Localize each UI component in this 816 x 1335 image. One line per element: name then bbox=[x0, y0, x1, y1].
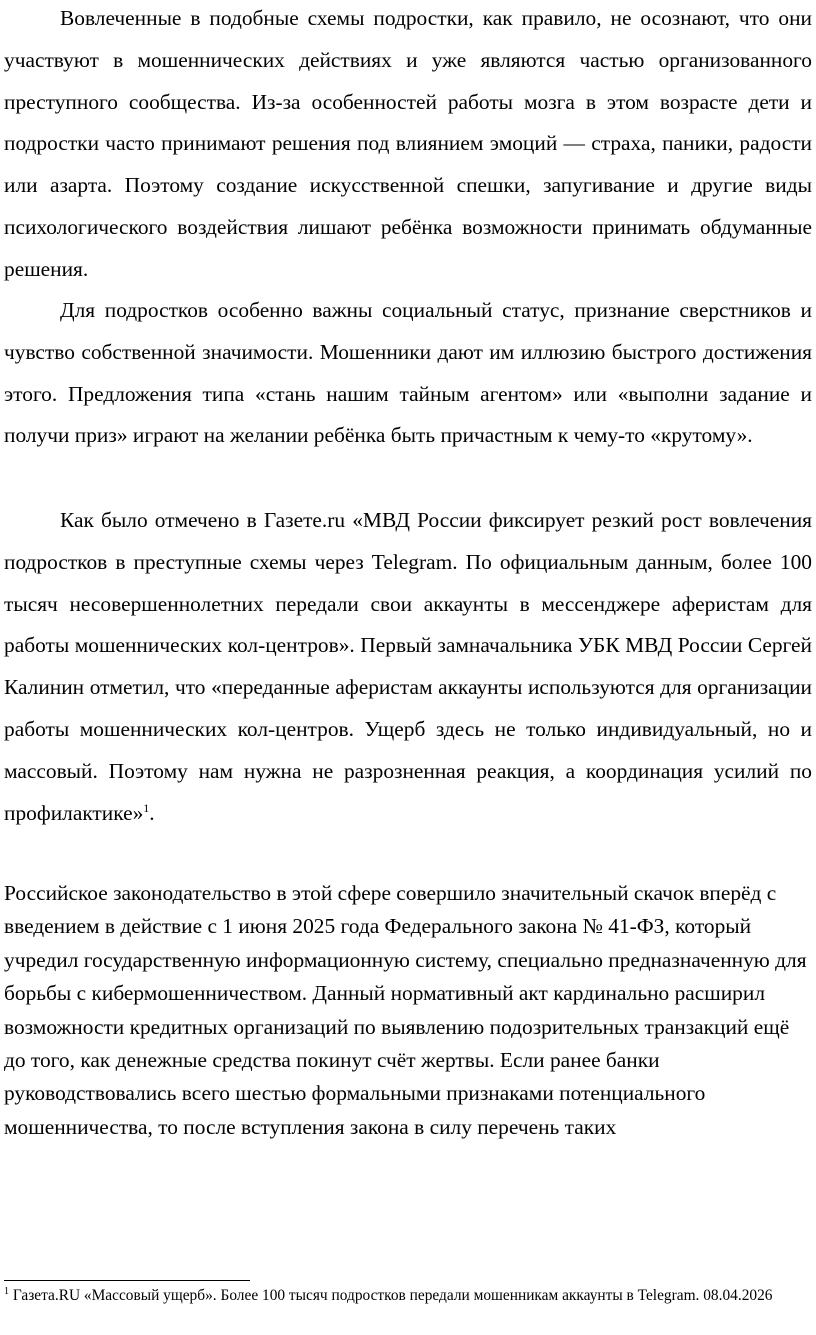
footnote-reference: 1 bbox=[143, 800, 150, 815]
paragraph-gazeta-quote-text: Как было отмечено в Газете.ru «МВД России фиксирует резкий рост вовлечения подростков в преступные схемы через Telegram. По официальным данным, более 100 тысяч несовершеннолетних передали свои аккаунты в мессенджере аферистам для работы мошеннических кол-центров». Первый замначальника УБК МВД России Сергей Калинин отметил, что «переданные аферистам аккаунты используются для организации работы мошеннических кол-центров. Ущерб здесь не только индивидуальный, но и массовый. Поэтому нам нужна не разрозненная реакция, а координация усилий по профилактике» bbox=[4, 508, 812, 825]
paragraph-social-status: Для подростков особенно важны социальный статус, признание сверстников и чувство собственной значимости. Мошенники дают им иллюзию быстрого достижения этого. Предложения типа «стань нашим тайным агентом» или «выполни задание и получи приз» играют на желании ребёнка быть причастным к чему-то «крутому». bbox=[4, 298, 812, 448]
paragraph-gazeta-quote bbox=[4, 500, 812, 834]
paragraph-teen-involvement: Вовлеченные в подобные схемы подростки, как правило, не осознают, что они участвуют в мошеннических действиях и уже являются частью организованного преступного сообщества. Из-за особенностей работы мозга в этом возрасте дети и подростки часто принимают решения под влиянием эмоций — страха, паники, радости или азарта. Поэтому создание искусственной спешки, запугивание и другие виды психологического воздействия лишают ребёнка возможности принимать обдуманные решения. bbox=[4, 6, 812, 281]
paragraph-gazeta-quote-end: . bbox=[149, 800, 155, 825]
footnote-separator bbox=[4, 1280, 250, 1281]
footnote-text: Газета.RU «Массовый ущерб». Более 100 тысяч подростков передали мошенникам аккаунты в Telegram. 08.04.2026 bbox=[9, 1287, 773, 1304]
paragraph-legislation: Российское законодательство в этой сфере совершило значительный скачок вперёд с введением в действие с 1 июня 2025 года Федерального закона № 41-ФЗ, который учредил государственную информационную систему, специально предназначенную для борьбы с кибермошенничеством. Данный нормативный акт кардинально расширил возможности кредитных организаций по выявлению подозрительных транзакций ещё до того, как денежные средства покинут счёт жертвы. Если ранее банки руководствовались всего шестью формальными признаками потенциального мошенничества, то после вступления закона в силу перечень таких bbox=[4, 881, 807, 1139]
footnote-number: 1 bbox=[4, 1286, 9, 1297]
footnote bbox=[4, 1285, 812, 1307]
